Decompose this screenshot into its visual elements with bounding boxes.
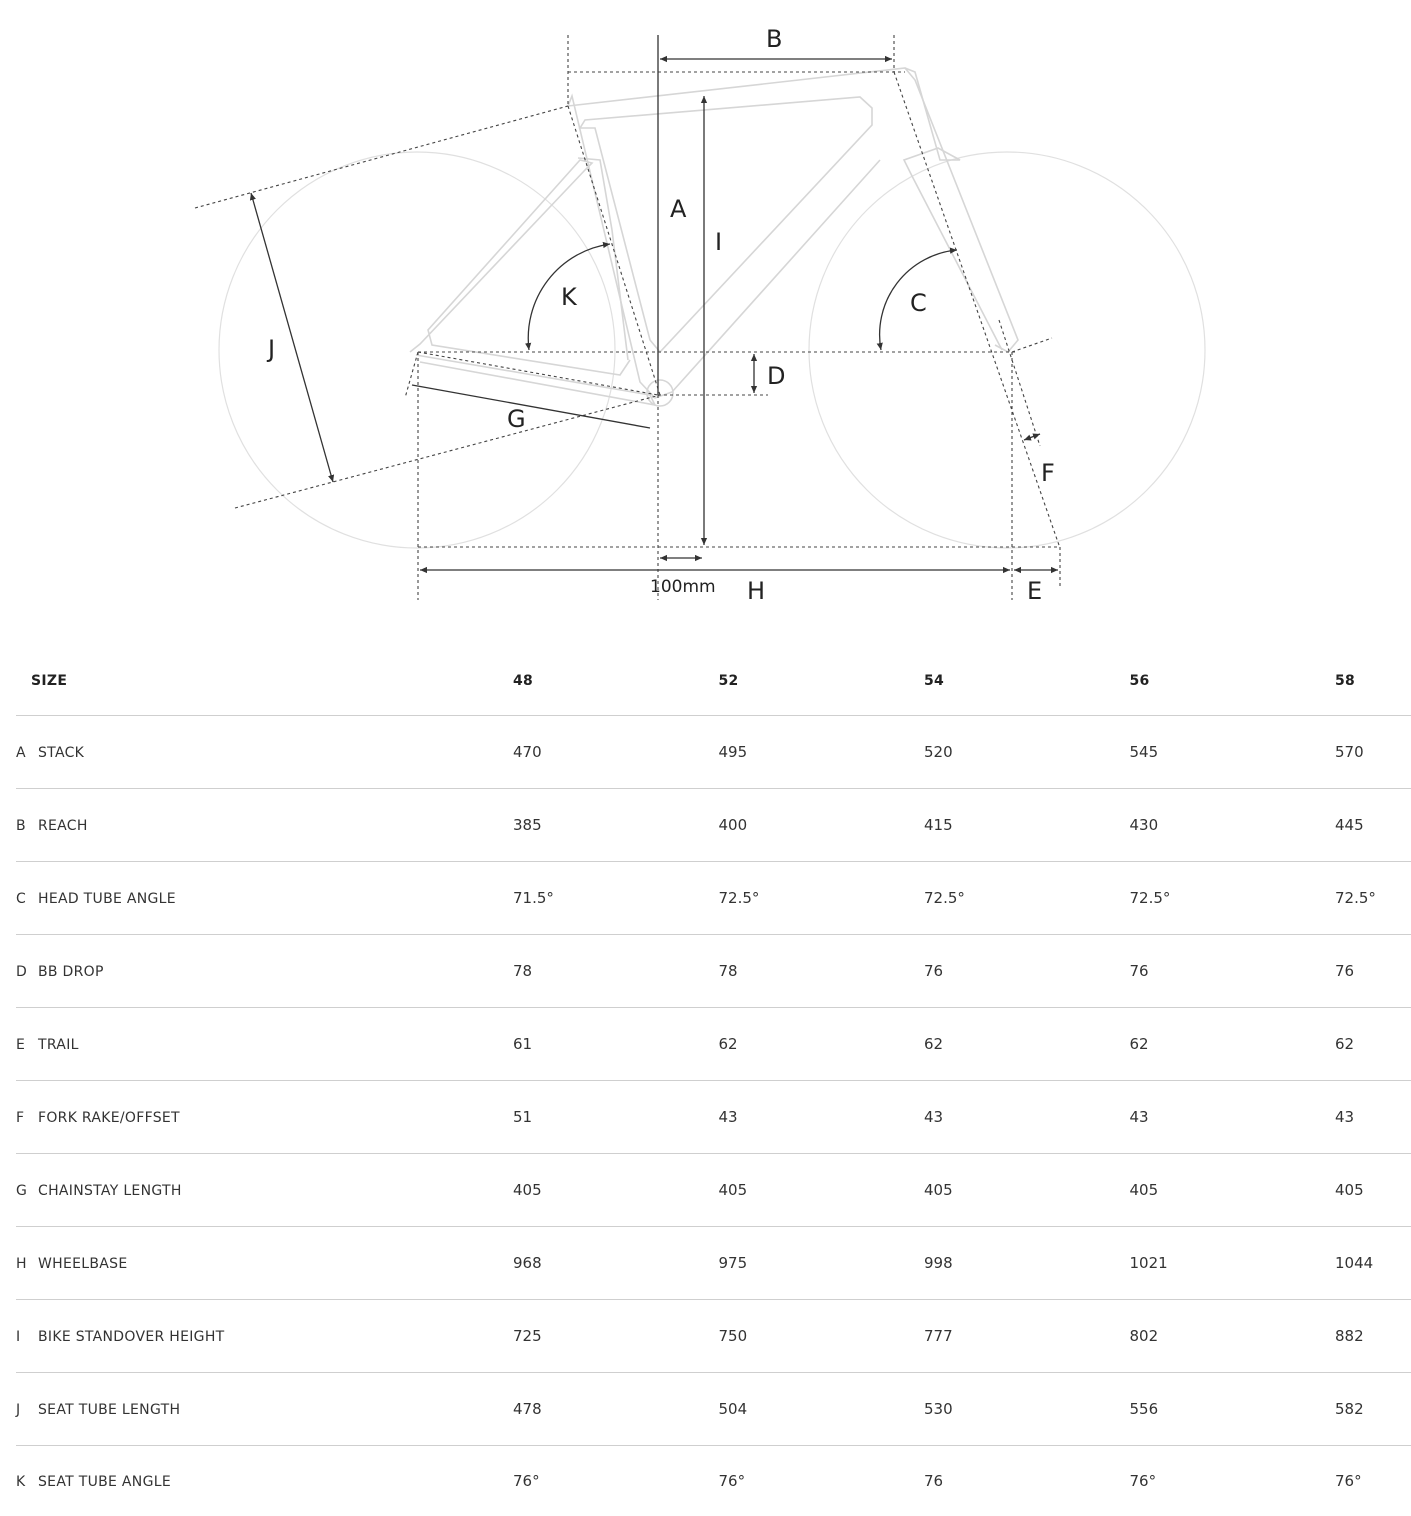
label-f: F <box>1041 459 1055 487</box>
label-j: J <box>268 335 276 363</box>
measurement-value: 76° <box>718 1471 746 1490</box>
label-a: A <box>670 195 687 223</box>
measurement-label-cell <box>16 861 513 934</box>
measurement-value: 62 <box>924 1007 1130 1080</box>
measurement-value: 445 <box>1335 788 1411 861</box>
measurement-letter: I <box>16 1328 21 1345</box>
measurement-letter: E <box>16 1036 25 1053</box>
measurement-value: 76 <box>924 1471 944 1490</box>
measurement-label-cell <box>16 934 513 1007</box>
table-row <box>16 1080 1411 1153</box>
measurement-value: 72.5° <box>1335 861 1411 934</box>
measurement-value: 415 <box>924 788 1130 861</box>
table-row <box>16 934 1411 1007</box>
measurement-value: 582 <box>1335 1372 1411 1445</box>
measurement-value: 51 <box>513 1080 719 1153</box>
measurement-value: 470 <box>513 715 719 788</box>
label-g: G <box>507 405 526 433</box>
measurement-value: 43 <box>719 1080 925 1153</box>
measurement-name: TRAIL <box>38 1036 79 1053</box>
measurement-value: 998 <box>924 1226 1130 1299</box>
measurement-value: 504 <box>719 1372 925 1445</box>
measurement-label-cell <box>16 1007 513 1080</box>
table-row <box>16 1153 1411 1226</box>
measurement-value: 43 <box>924 1080 1130 1153</box>
measurement-label-cell <box>16 1153 513 1226</box>
measurement-name: WHEELBASE <box>38 1255 128 1272</box>
table-body <box>16 715 1411 1516</box>
measurement-label-cell <box>16 1372 513 1445</box>
measurement-label-cell <box>16 788 513 861</box>
table-row <box>16 788 1411 861</box>
measurement-letter: J <box>16 1401 21 1418</box>
size-header: SIZE <box>16 648 513 715</box>
measurement-value: 750 <box>719 1299 925 1372</box>
measurement-name: SEAT TUBE ANGLE <box>38 1473 171 1490</box>
measurement-value: 777 <box>924 1299 1130 1372</box>
size-column-header: 52 <box>719 648 925 715</box>
measurement-letter: G <box>16 1182 27 1199</box>
rear-wheel <box>219 152 615 548</box>
measurement-name: BB DROP <box>38 963 104 980</box>
label-d: D <box>767 362 786 390</box>
measurement-value: 78 <box>719 934 925 1007</box>
measurement-value: 43 <box>1335 1080 1411 1153</box>
table-row <box>16 715 1411 788</box>
measurement-label-cell <box>16 1080 513 1153</box>
measurement-letter: B <box>16 817 26 834</box>
measurement-label-cell <box>16 1445 513 1516</box>
geometry-table <box>16 648 1411 1516</box>
measurement-value: 76° <box>513 1471 540 1490</box>
label-c: C <box>910 289 927 317</box>
size-column-header: 56 <box>1130 648 1336 715</box>
measurement-value: 76 <box>1335 934 1411 1007</box>
measurement-label-cell <box>16 1226 513 1299</box>
measurement-value: 76° <box>1335 1471 1362 1490</box>
table-row <box>16 1299 1411 1372</box>
table-row <box>16 1226 1411 1299</box>
measurement-value: 43 <box>1130 1080 1336 1153</box>
front-wheel <box>809 152 1205 548</box>
measurement-name: REACH <box>38 817 88 834</box>
measurement-value: 76° <box>1129 1471 1157 1490</box>
measurement-name: SEAT TUBE LENGTH <box>38 1401 181 1418</box>
measurement-value: 530 <box>924 1372 1130 1445</box>
measurement-value: 72.5° <box>1130 861 1336 934</box>
label-e: E <box>1027 577 1043 605</box>
measurement-value: 62 <box>1335 1007 1411 1080</box>
measurement-value: 71.5° <box>513 861 719 934</box>
measurement-value: 882 <box>1335 1299 1411 1372</box>
measurement-value: 405 <box>924 1153 1130 1226</box>
label-h: H <box>747 577 766 605</box>
measurement-name: BIKE STANDOVER HEIGHT <box>38 1328 225 1345</box>
label-offset: 100mm <box>650 577 716 597</box>
measurement-value: 405 <box>1130 1153 1336 1226</box>
table-header-row <box>16 648 1411 715</box>
measurement-value: 400 <box>719 788 925 861</box>
measurement-letter: K <box>16 1473 26 1490</box>
measurement-value: 62 <box>719 1007 925 1080</box>
size-column-header: 48 <box>513 648 719 715</box>
measurement-name: STACK <box>38 744 85 761</box>
table-row <box>16 861 1411 934</box>
measurement-value: 802 <box>1130 1299 1336 1372</box>
measurement-value: 61 <box>513 1007 719 1080</box>
measurement-letter: C <box>16 890 26 907</box>
table-row <box>16 1445 1411 1516</box>
table-row <box>16 1372 1411 1445</box>
measurement-value: 545 <box>1130 715 1336 788</box>
measurement-value: 405 <box>1335 1153 1411 1226</box>
label-i: I <box>715 228 723 256</box>
measurement-letter: A <box>16 744 26 761</box>
measurement-value: 430 <box>1130 788 1336 861</box>
measurement-letter: D <box>16 963 27 980</box>
measurement-value: 556 <box>1130 1372 1336 1445</box>
measurement-letter: H <box>16 1255 27 1272</box>
measurement-value: 385 <box>513 788 719 861</box>
measurement-value: 975 <box>719 1226 925 1299</box>
measurement-value: 72.5° <box>924 861 1130 934</box>
label-b: B <box>766 25 783 53</box>
measurement-value: 1044 <box>1335 1226 1411 1299</box>
measurement-letter: F <box>16 1109 25 1126</box>
size-column-header: 54 <box>924 648 1130 715</box>
measurement-value: 968 <box>513 1226 719 1299</box>
measurement-value: 62 <box>1130 1007 1336 1080</box>
measurement-value: 1021 <box>1130 1226 1336 1299</box>
measurement-label-cell <box>16 1299 513 1372</box>
measurement-label-cell <box>16 715 513 788</box>
measurement-value: 76 <box>1130 934 1336 1007</box>
size-column-header: 58 <box>1335 648 1411 715</box>
measurement-name: CHAINSTAY LENGTH <box>38 1182 182 1199</box>
measurement-name: HEAD TUBE ANGLE <box>38 890 176 907</box>
measurement-value: 495 <box>719 715 925 788</box>
table-row <box>16 1007 1411 1080</box>
bike-frame <box>410 68 1018 406</box>
measurement-value: 478 <box>513 1372 719 1445</box>
measurement-value: 76 <box>924 934 1130 1007</box>
measurement-value: 570 <box>1335 715 1411 788</box>
bike-geometry-diagram <box>0 0 1411 620</box>
measurement-value: 725 <box>513 1299 719 1372</box>
measurement-value: 72.5° <box>719 861 925 934</box>
measurement-value: 78 <box>513 934 719 1007</box>
measurement-value: 405 <box>513 1153 719 1226</box>
measurement-value: 520 <box>924 715 1130 788</box>
measurement-name: FORK RAKE/OFFSET <box>38 1109 180 1126</box>
measurement-value: 405 <box>719 1153 925 1226</box>
label-k: K <box>561 283 577 311</box>
